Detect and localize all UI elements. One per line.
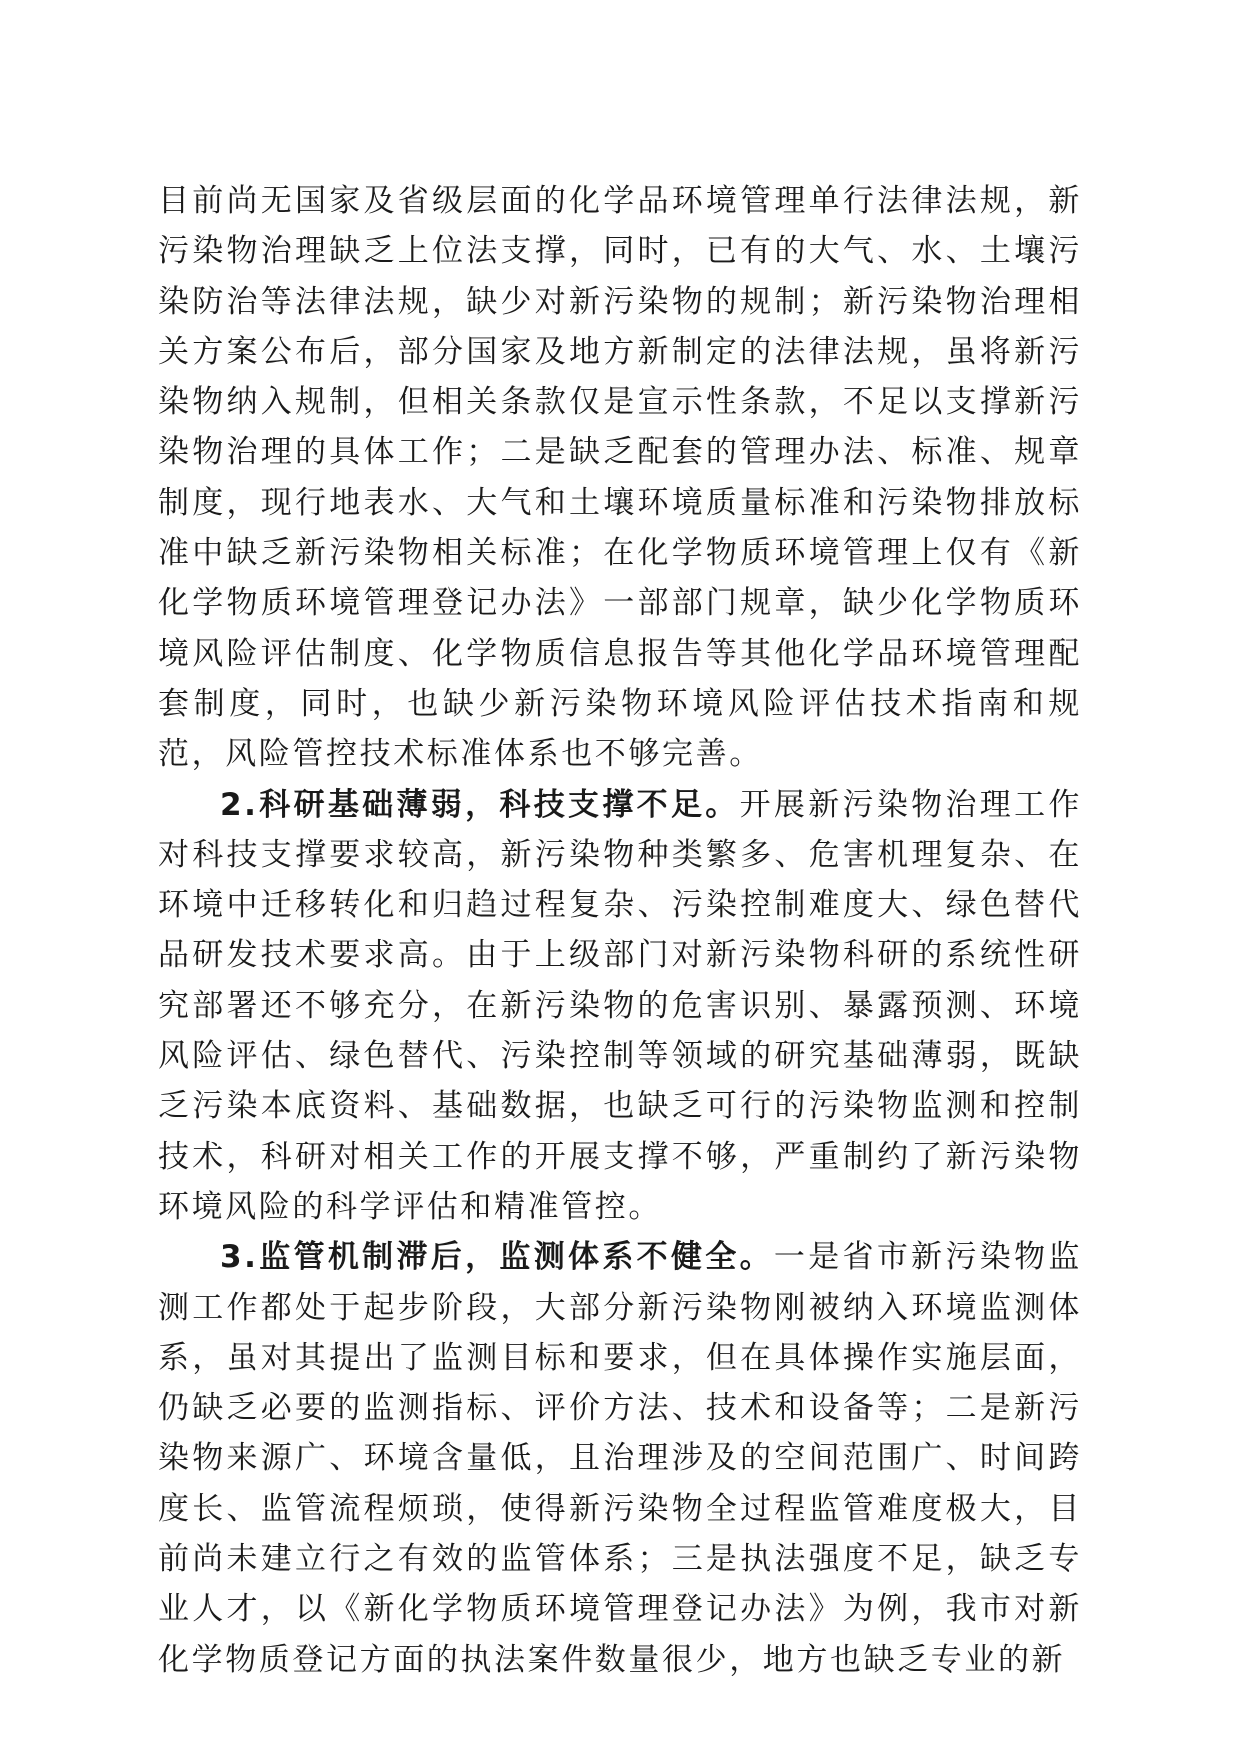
body-text <box>158 176 1082 1685</box>
paragraph-lead-heading: 2.科研基础薄弱，科技支撑不足。 <box>220 786 740 823</box>
paragraph-research-foundation <box>158 780 1082 1233</box>
paragraph-text: 开展新污染物治理工作对科技支撑要求较高，新污染物种类繁多、危害机理复杂、在环境中迁移转化和归趋过程复杂、污染控制难度大、绿色替代品研发技术要求高。由于上级部门对新污染物科研的系统性研究部署还不够充分，在新污染物的危害识别、暴露预测、环境风险评估、绿色替代、污染控制等领域的研究基础薄弱，既缺乏污染本底资料、基础数据，也缺乏可行的污染物监测和控制技术，科研对相关工作的开展支撑不够，严重制约了新污染物环境风险的科学评估和精准管控。 <box>158 786 1083 1225</box>
paragraph-supervision-mechanism <box>158 1232 1082 1685</box>
paragraph-text: 目前尚无国家及省级层面的化学品环境管理单行法律法规，新污染物治理缺乏上位法支撑，同时，已有的大气、水、土壤污染防治等法律法规，缺少对新污染物的规制；新污染物治理相关方案公布后，部分国家及地方新制定的法律法规，虽将新污染物纳入规制，但相关条款仅是宣示性条款，不足以支撑新污染物治理的具体工作；二是缺乏配套的管理办法、标准、规章制度，现行地表水、大气和土壤环境质量标准和污染物排放标准中缺乏新污染物相关标准；在化学物质环境管理上仅有《新化学物质环境管理登记办法》一部部门规章，缺少化学物质环境风险评估制度、化学物质信息报告等其他化学品环境管理配套制度，同时，也缺少新污染物环境风险评估技术指南和规范，风险管控技术标准体系也不够完善。 <box>158 183 1082 773</box>
paragraph-text: 一是省市新污染物监测工作都处于起步阶段，大部分新污染物刚被纳入环境监测体系，虽对其提出了监测目标和要求，但在具体操作实施层面，仍缺乏必要的监测指标、评价方法、技术和设备等；二是新污染物来源广、环境含量低，且治理涉及的空间范围广、时间跨度长、监管流程烦琐，使得新污染物全过程监管难度极大，目前尚未建立行之有效的监管体系；三是执法强度不足，缺乏专业人才，以《新化学物质环境管理登记办法》为例，我市对新化学物质登记方面的执法案件数量很少，地方也缺乏专业的新 <box>158 1239 1083 1678</box>
paragraph-legal-framework <box>158 176 1082 780</box>
paragraph-lead-heading: 3.监管机制滞后，监测体系不健全。 <box>220 1239 774 1276</box>
